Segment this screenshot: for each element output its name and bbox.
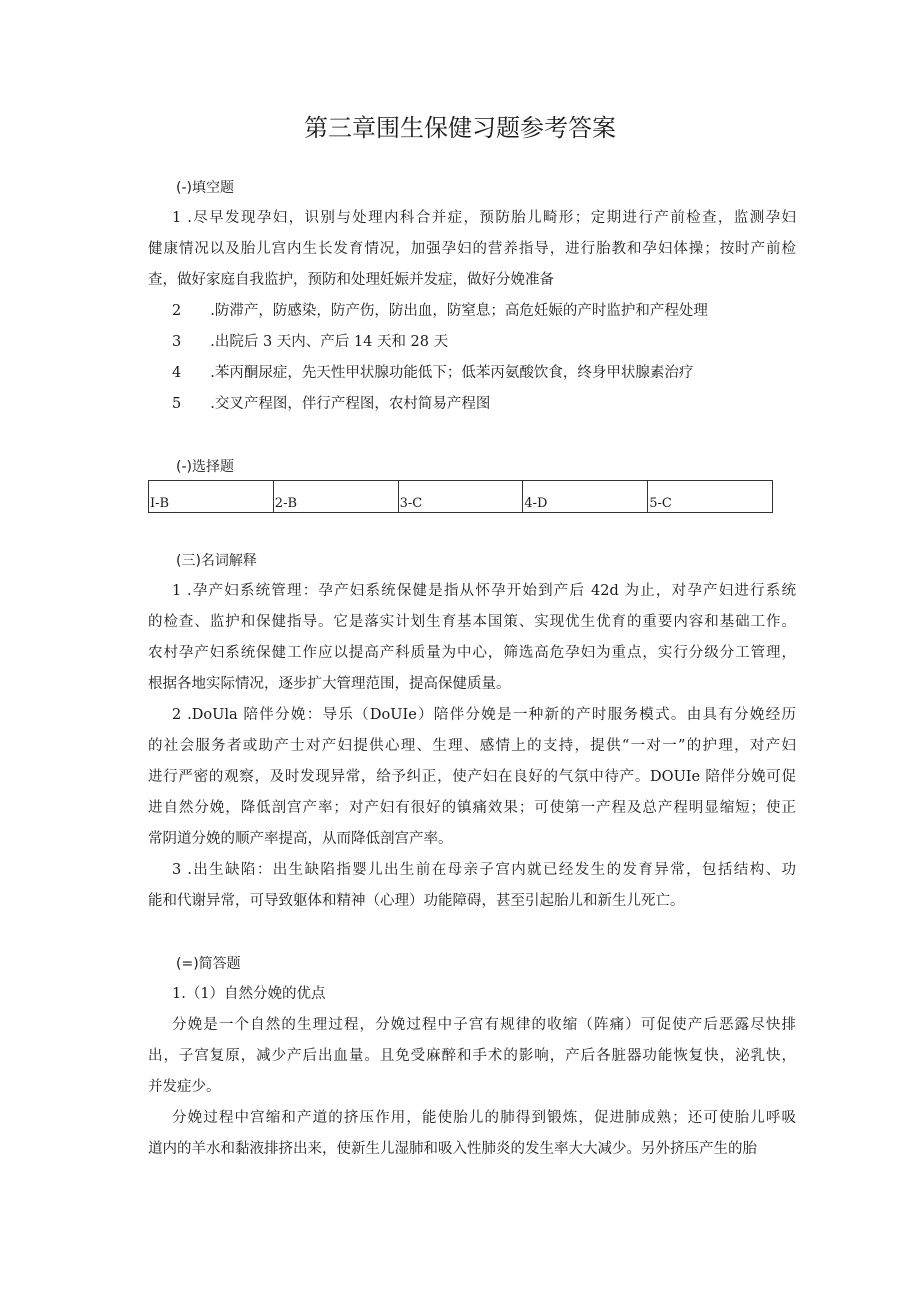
paragraph-line: 进行严密的观察，及时发现异常，给予纠正，使产妇在良好的气氛中待产。DOUIe 陪伴分娩可促 bbox=[148, 769, 796, 785]
short-answers bbox=[148, 979, 796, 1165]
term-definitions bbox=[148, 576, 796, 917]
paragraph-line: 1.（1）自然分娩的优点 bbox=[172, 986, 326, 1002]
section-heading-terms: (三)名词解释 bbox=[176, 553, 257, 569]
section-heading-fill-blank: (-)填空题 bbox=[176, 180, 234, 196]
paragraph-line: 1 .孕产妇系统管理：孕产妇系统保健是指从怀孕开始到产后 42d 为止，对孕产妇进行系统 bbox=[172, 583, 796, 599]
paragraph-line: 的检查、监护和保健指导。它是落实计划生育基本国策、实现优生优育的重要内容和基础工作。 bbox=[148, 614, 796, 630]
answer-cell: 3-C bbox=[398, 481, 523, 513]
section-heading-short-answer: (=)简答题 bbox=[176, 956, 241, 972]
paragraph-line: 5 .交叉产程图，伴行产程图，农村简易产程图 bbox=[172, 396, 491, 412]
paragraph-line: 进自然分娩，降低剖宫产率；对产妇有很好的镇痛效果；可使第一产程及总产程明显缩短；使正 bbox=[148, 800, 796, 816]
fill-blank-answers bbox=[148, 203, 796, 420]
paragraph-line: 能和代谢异常，可导致躯体和精神（心理）功能障碍，甚至引起胎儿和新生儿死亡。 bbox=[148, 893, 685, 909]
answer-cell: 2-B bbox=[273, 481, 398, 513]
paragraph-line: 3 .出院后 3 天内、产后 14 天和 28 天 bbox=[172, 334, 449, 350]
paragraph-line: 并发症少。 bbox=[148, 1079, 221, 1095]
paragraph-line: 健康情况以及胎儿宫内生长发育情况，加强孕妇的营养指导，进行胎教和孕妇体操；按时产前检 bbox=[148, 241, 796, 257]
paragraph-line: 根据各地实际情况，逐步扩大管理范围，提高保健质量。 bbox=[148, 676, 511, 692]
paragraph-line: 分娩过程中宫缩和产道的挤压作用，能使胎儿的肺得到锻炼，促进肺成熟；还可使胎儿呼吸 bbox=[172, 1110, 796, 1126]
page-title: 第三章围生保健习题参考答案 bbox=[304, 114, 616, 142]
paragraph-line: 查，做好家庭自我监护，预防和处理妊娠并发症，做好分娩准备 bbox=[148, 272, 554, 288]
paragraph-line: 道内的羊水和黏液排挤出来，使新生儿湿肺和吸入性肺炎的发生率大大减少。另外挤压产生的胎 bbox=[148, 1141, 757, 1157]
paragraph-line: 4 .苯丙酮尿症，先天性甲状腺功能低下；低苯丙氨酸饮食，终身甲状腺素治疗 bbox=[172, 365, 694, 381]
paragraph-line: 常阴道分娩的顺产率提高，从而降低剖宫产率。 bbox=[148, 831, 453, 847]
answer-cell: 5-C bbox=[648, 481, 773, 513]
paragraph-line: 1 .尽早发现孕妇，识别与处理内科合并症，预防胎儿畸形；定期进行产前检查，监测孕妇 bbox=[172, 210, 796, 226]
choice-answer-table bbox=[148, 480, 773, 513]
paragraph-line: 分娩是一个自然的生理过程，分娩过程中子宫有规律的收缩（阵痛）可促使产后恶露尽快排 bbox=[172, 1017, 796, 1033]
paragraph-line: 的社会服务者或助产士对产妇提供心理、生理、感情上的支持，提供“一对一”的护理，对产妇 bbox=[148, 738, 796, 754]
paragraph-line: 3 .出生缺陷：出生缺陷指婴儿出生前在母亲子宫内就已经发生的发育异常，包括结构、功 bbox=[172, 862, 796, 878]
paragraph-line: 农村孕产妇系统保健工作应以提高产科质量为中心，筛选高危孕妇为重点，实行分级分工管理， bbox=[148, 645, 796, 661]
paragraph-line: 2 .防滞产，防感染，防产伤，防出血，防窒息；高危妊娠的产时监护和产程处理 bbox=[172, 303, 708, 319]
answer-cell: I-B bbox=[149, 481, 274, 513]
answer-cell: 4-D bbox=[523, 481, 648, 513]
paragraph-line: 出，子宫复原，减少产后出血量。且免受麻醉和手术的影响，产后各脏器功能恢复快，泌乳快， bbox=[148, 1048, 796, 1064]
section-heading-choice: (-)选择题 bbox=[176, 459, 234, 475]
paragraph-line: 2 .DoUla 陪伴分娩：导乐（DoUIe）陪伴分娩是一种新的产时服务模式。由具有分娩经历 bbox=[172, 707, 796, 723]
